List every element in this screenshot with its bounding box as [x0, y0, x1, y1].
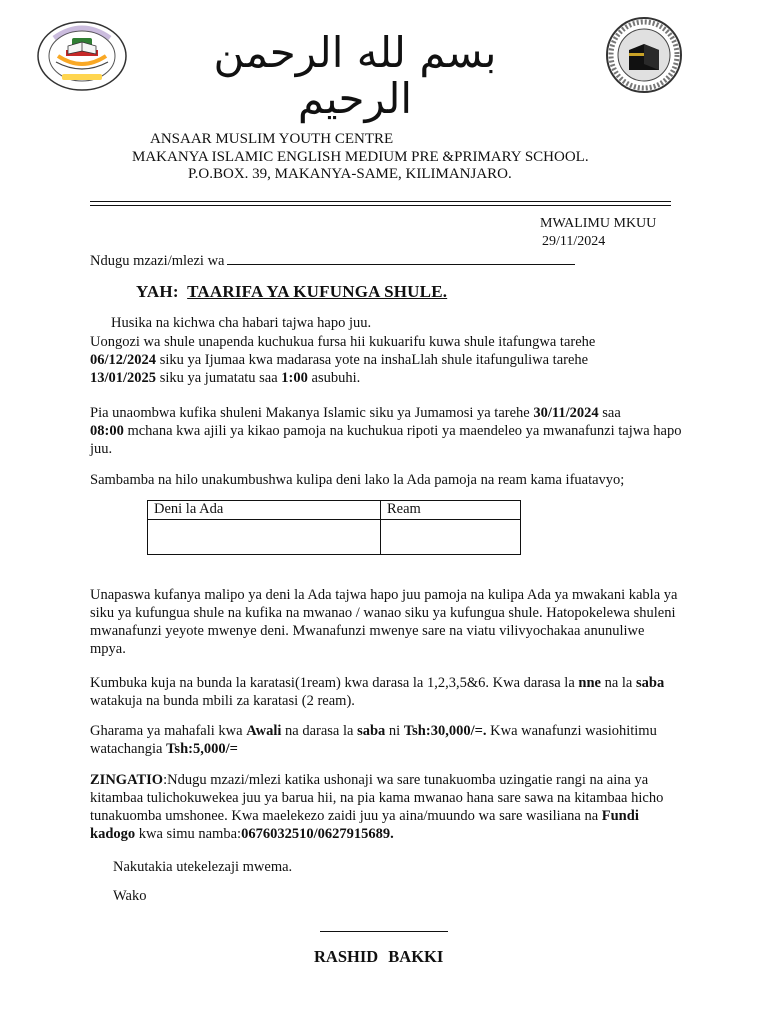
graduation-fee-paragraph: Gharama ya mahafali kwa Awali na darasa la saba ni Tsh:30,000/=. Kwa wanafunzi wasiohitimu watachangia Tsh:5,000/=: [90, 723, 657, 757]
closing-notice-paragraph: Uongozi wa shule unapenda kuchukua fursa hii kukuarifu kuwa shule itafungwa tarehe 06/12/2024 siku ya Ijumaa kwa madarasa yote na inshaLlah shule itafunguliwa tarehe 13/01/2025 siku ya jumatatu saa 1:00 asubuhi.: [90, 334, 596, 386]
table-header-fees: Deni la Ada: [148, 501, 381, 520]
school-name: MAKANYA ISLAMIC ENGLISH MEDIUM PRE &PRIMARY SCHOOL.: [132, 149, 589, 165]
ream-cell: [381, 520, 521, 555]
sender-title: MWALIMU MKUU: [540, 216, 657, 231]
closing-yours: Wako: [113, 888, 147, 904]
organization-name: ANSAAR MUSLIM YOUTH CENTRE: [150, 131, 394, 147]
closing-wish: Nakutakia utekelezaji mwema.: [113, 859, 293, 875]
table-header-ream: Ream: [381, 501, 521, 520]
close-date: 06/12/2024: [90, 352, 157, 368]
uniform-notice-paragraph: ZINGATIO:Ndugu mzazi/mlezi katika ushonaji wa sare tunakuomba uzingatie rangi na aina ya kitambaa tulichokuwekea juu ya barua hii, na pia kama mwanao hana sare sawa na kitambaa hicho tunakuomba umshonee. Kwa maelekezo zaidi juu ya aina/muundo wa sare wasiliana na Fundi kadogo kwa simu namba:0676032510/0627915689.: [90, 772, 664, 842]
header-divider-bottom: [90, 205, 671, 206]
open-date: 13/01/2025: [90, 370, 157, 386]
open-time: 1:00: [281, 370, 308, 386]
tailor-name: Fundi kadogo: [90, 808, 639, 842]
subject-prefix: YAH:: [136, 282, 179, 301]
meeting-time: 08:00: [90, 423, 124, 439]
header-divider-top: [90, 201, 671, 202]
bismillah-heading: بسم لله الرحمن الرحيم: [213, 28, 497, 123]
school-address: P.O.BOX. 39, MAKANYA-SAME, KILIMANJARO.: [188, 166, 512, 182]
paper-reminder-paragraph: Kumbuka kuja na bunda la karatasi(1ream) kwa darasa la 1,2,3,5&6. Kwa darasa la nne na la saba watakuja na bunda mbili za karatasi (2 ream).: [90, 675, 665, 709]
subject-line: [136, 282, 447, 302]
salutation-text: Ndugu mzazi/mlezi wa: [90, 253, 225, 269]
kaaba-seal-logo: [605, 16, 683, 94]
table-header-row: [148, 501, 521, 520]
table-row: [148, 520, 521, 555]
parent-name-blank: [227, 252, 575, 265]
notice-label: ZINGATIO: [90, 772, 164, 788]
meeting-date: 30/11/2024: [533, 405, 599, 421]
signatory-name: RASHID BAKKI: [314, 947, 444, 966]
tailor-phones: 0676032510/0627915689.: [241, 826, 394, 842]
fees-debt-cell: [148, 520, 381, 555]
subject-title: TAARIFA YA KUFUNGA SHULE.: [187, 282, 448, 301]
fees-reminder-paragraph: Sambamba na hilo unakumbushwa kulipa deni lako la Ada pamoja na ream kama ifuatavyo;: [90, 472, 625, 488]
intro-line: Husika na kichwa cha habari tajwa hapo juu.: [111, 315, 372, 331]
payment-paragraph: Unapaswa kufanya malipo ya deni la Ada tajwa hapo juu pamoja na kulipa Ada ya mwakani kabla ya siku ya kufungua shule na kufika na mwanao / wanao siku ya kufungua shule. Hatopokelewa shuleni mwanafunzi yeyote mwenye deni. Mwanafunzi mwenye sare na viatu vilivyochakaa anunuliwe mpya.: [90, 587, 678, 657]
letter-date: 29/11/2024: [542, 234, 606, 249]
signature-line: [320, 931, 448, 932]
school-crest-logo: [36, 20, 128, 92]
meeting-paragraph: Pia unaombwa kufika shuleni Makanya Islamic siku ya Jumamosi ya tarehe 30/11/2024 saa 08:00 mchana kwa ajili ya kikao pamoja na kuchukua ripoti ya maendeleo ya mwanafunzi tajwa hapo juu.: [90, 405, 682, 457]
fees-table: [147, 500, 521, 555]
salutation: [90, 252, 575, 270]
